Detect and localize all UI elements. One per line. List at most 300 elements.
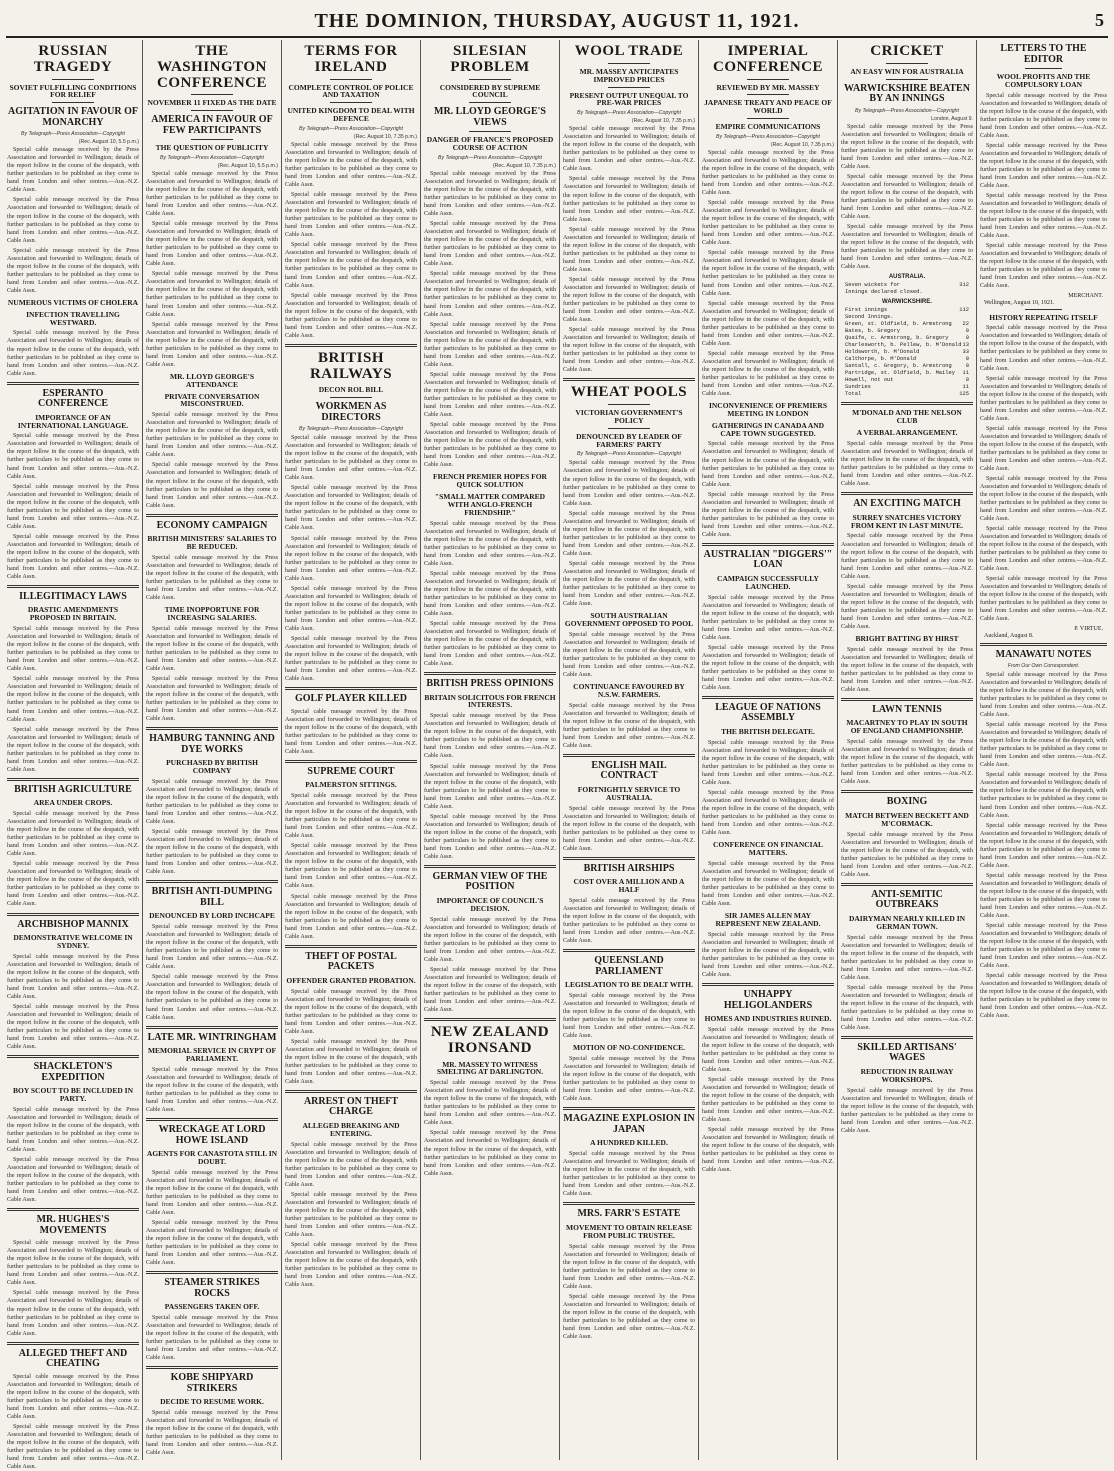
subheadline: AN EASY WIN FOR AUSTRALIA bbox=[850, 66, 964, 76]
subheadline: HOMES AND INDUSTRIES RUINED. bbox=[704, 1014, 832, 1024]
article-body: Special cable message received by the Press Association and forwarded to Wellington; details of the report follow in the course of the despatch, with further particulars to be published as they come to hand from London and other centres.—Aus.-N.Z. Cable Assn. bbox=[980, 92, 1107, 139]
article-body: Special cable message received by the Press Association and forwarded to Wellington; details of the report follow in the course of the despatch, with further particulars to be published as they come to hand from London and other centres.—Aus.-N.Z. Cable Assn. bbox=[424, 371, 556, 418]
article-body: Special cable message received by the Press Association and forwarded to Wellington; details of the report follow in the course of the despatch, with further particulars to be published as they come to hand from London and other centres.—Aus.-N.Z. Cable Assn. bbox=[702, 150, 834, 197]
byline: By Telegraph—Press Association—Copyright bbox=[855, 107, 959, 114]
rule bbox=[980, 643, 1107, 646]
headline: M'DONALD AND THE NELSON CLUB bbox=[852, 408, 962, 426]
article-body: Special cable message received by the Press Association and forwarded to Wellington; details of the report follow in the course of the despatch, with further particulars to be published as they come to hand from London and other centres.—Aus.-N.Z. Cable Assn. bbox=[7, 147, 139, 194]
headline: WOOL TRADE bbox=[574, 43, 684, 59]
rule bbox=[841, 1036, 973, 1039]
article-body: Special cable message received by the Press Association and forwarded to Wellington; details of the report follow in the course of the despatch, with further particulars to be published as they come to hand from London and other centres.—Aus.-N.Z. Cable Assn. bbox=[285, 585, 417, 632]
article-body: Special cable message received by the Press Association and forwarded to Wellington; details of the report follow in the course of the despatch, with further particulars to be published as they come to hand from London and other centres.—Aus.-N.Z. Cable Assn. bbox=[285, 485, 417, 532]
subheadline: PRESENT OUTPUT UNEQUAL TO PRE-WAR PRICES bbox=[569, 90, 689, 108]
headline: BOXING bbox=[886, 796, 928, 808]
article-body: Special cable message received by the Press Association and forwarded to Wellington; details of the report follow in the course of the despatch, with further particulars to be published as they come to hand from London and other centres.—Aus.-N.Z. Cable Assn. bbox=[7, 1240, 139, 1287]
subheadline: A VERBAL ARRANGEMENT. bbox=[856, 428, 958, 438]
rule bbox=[424, 1018, 556, 1021]
scorecard-row bbox=[845, 349, 969, 356]
article-body: Special cable message received by the Press Association and forwarded to Wellington; details of the report follow in the course of the despatch, with further particulars to be published as they come to hand from London and other centres.—Aus.-N.Z. Cable Assn. bbox=[841, 533, 973, 580]
article-body: Special cable message received by the Press Association and forwarded to Wellington; details of the report follow in the course of the despatch, with further particulars to be published as they come to hand from London and other centres.—Aus.-N.Z. Cable Assn. bbox=[285, 1141, 417, 1188]
scorecard-row bbox=[845, 282, 969, 289]
article-body: Special cable message received by the Press Association and forwarded to Wellington; details of the report follow in the course of the despatch, with further particulars to be published as they come to hand from London and other centres.—Aus.-N.Z. Cable Assn. bbox=[7, 953, 139, 1000]
article-body: Special cable message received by the Press Association and forwarded to Wellington; details of the report follow in the course of the despatch, with further particulars to be published as they come to hand from London and other centres.—Aus.-N.Z. Cable Assn. bbox=[7, 1423, 139, 1470]
article-body: Special cable message received by the Press Association and forwarded to Wellington; details of the report follow in the course of the despatch, with further particulars to be published as they come to hand from London and other centres.—Aus.-N.Z. Cable Assn. bbox=[146, 412, 278, 459]
column-6 bbox=[699, 40, 838, 1460]
rule bbox=[608, 428, 650, 429]
rule bbox=[841, 402, 973, 405]
article-body: Special cable message received by the Press Association and forwarded to Wellington; details of the report follow in the course of the despatch, with further particulars to be published as they come to hand from London and other centres.—Aus.-N.Z. Cable Assn. bbox=[7, 1373, 139, 1420]
headline: SILESIAN PROBLEM bbox=[450, 43, 530, 75]
article-body: Special cable message received by the Press Association and forwarded to Wellington; details of the report follow in the course of the despatch, with further particulars to be published as they come to hand from London and other centres.—Aus.-N.Z. Cable Assn. bbox=[146, 462, 278, 509]
article-body: Special cable message received by the Press Association and forwarded to Wellington; details of the report follow in the course of the despatch, with further particulars to be published as they come to hand from London and other centres.—Aus.-N.Z. Cable Assn. bbox=[563, 226, 695, 273]
subheadline: "SMALL MATTER COMPARED WITH ANGLO-FRENCH FRIENDSHIP." bbox=[434, 491, 546, 517]
scorecard-name: Charlesworth, b. Pellew, b. M'Donald bbox=[845, 342, 962, 349]
article-body: Special cable message received by the Press Association and forwarded to Wellington; details of the report follow in the course of the despatch, with further particulars to be published as they come to hand from London and other centres.—Aus.-N.Z. Cable Assn. bbox=[563, 1293, 695, 1341]
article-body: Special cable message received by the Press Association and forwarded to Wellington; details of the report follow in the course of the despatch, with further particulars to be published as they come to hand from London and other centres.—Aus.-N.Z. Cable Assn. bbox=[424, 620, 556, 668]
scorecard-name: Partridge, st. Oldfield, b. Mailey bbox=[845, 370, 955, 377]
rule bbox=[563, 1107, 695, 1110]
article-body: Special cable message received by the Press Association and forwarded to Wellington; details of the report follow in the course of the despatch, with further particulars to be published as they come to hand from London and other centres.—Aus.-N.Z. Cable Assn. bbox=[7, 1157, 139, 1204]
article-body: Special cable message received by the Press Association and forwarded to Wellington; details of the report follow in the course of the despatch, with further particulars to be published as they come to hand from London and other centres.—Aus.-N.Z. Cable Assn. bbox=[841, 173, 973, 220]
scorecard-row bbox=[845, 342, 969, 349]
byline: By Telegraph—Press Association—Copyright bbox=[299, 126, 403, 132]
article-body: Special cable message received by the Press Association and forwarded to Wellington; details of the report follow in the course of the despatch, with further particulars to be published as they come to hand from London and other centres.—Aus.-N.Z. Cable Assn. bbox=[146, 974, 278, 1021]
subheadline: PASSENGERS TAKEN OFF. bbox=[164, 1302, 260, 1312]
headline: NEW ZEALAND IRONSAND bbox=[430, 1024, 550, 1056]
article-body: Special cable message received by the Press Association and forwarded to Wellington; details of the report follow in the course of the despatch, with further particulars to be published as they come to hand from London and other centres.—Aus.-N.Z. Cable Assn. bbox=[285, 893, 417, 940]
rule bbox=[146, 514, 278, 517]
rule bbox=[7, 1208, 139, 1211]
dateline: (Rec. August 10, 7.35 p.m.) bbox=[770, 142, 834, 148]
subheadline: FORTNIGHTLY SERVICE TO AUSTRALIA. bbox=[577, 784, 681, 802]
subheadline: GATHERINGS IN CANADA AND CAPE TOWN SUGGESTED. bbox=[711, 420, 825, 438]
headline: ILLEGITIMACY LAWS bbox=[19, 590, 127, 602]
rule bbox=[702, 696, 834, 699]
article-body: Special cable message received by the Press Association and forwarded to Wellington; details of the report follow in the course of the despatch, with further particulars to be published as they come to hand from London and other centres.—Aus.-N.Z. Cable Assn. bbox=[702, 300, 834, 347]
article-body: Special cable message received by the Press Association and forwarded to Wellington; details of the report follow in the course of the despatch, with further particulars to be published as they come to hand from London and other centres.—Aus.-N.Z. Cable Assn. bbox=[7, 533, 139, 580]
headline: AUSTRALIAN "DIGGERS'" LOAN bbox=[703, 548, 833, 571]
rule bbox=[702, 983, 834, 986]
article-body: Special cable message received by the Press Association and forwarded to Wellington; details of the report follow in the course of the despatch, with further particulars to be published as they come to hand from London and other centres.—Aus.-N.Z. Cable Assn. bbox=[563, 510, 695, 557]
article-body: Special cable message received by the Press Association and forwarded to Wellington; details of the report follow in the course of the despatch, with further particulars to be published as they come to hand from London and other centres.—Aus.-N.Z. Cable Assn. bbox=[7, 861, 139, 908]
subheadline: IMPORTANCE OF COUNCIL'S DECISION. bbox=[436, 895, 544, 913]
article-body: Special cable message received by the Press Association and forwarded to Wellington; details of the report follow in the course of the despatch, with further particulars to be published as they come to hand from London and other centres.—Aus.-N.Z. Cable Assn. bbox=[702, 739, 834, 786]
scorecard-row bbox=[845, 363, 969, 370]
article-body: Special cable message received by the Press Association and forwarded to Wellington; details of the report follow in the course of the despatch, with further particulars to be published as they come to hand from London and other centres.—Aus.-N.Z. Cable Assn. bbox=[702, 491, 834, 538]
article-body: Special cable message received by the Press Association and forwarded to Wellington; details of the report follow in the course of the despatch, with further particulars to be published as they come to hand from London and other centres.—Aus.-N.Z. Cable Assn. bbox=[980, 872, 1107, 919]
headline: ARCHBISHOP MANNIX bbox=[17, 918, 129, 930]
rule bbox=[7, 1342, 139, 1345]
byline: By Telegraph—Press Association—Copyright bbox=[716, 134, 820, 140]
article-body: Special cable message received by the Press Association and forwarded to Wellington; details of the report follow in the course of the despatch, with further particulars to be published as they come to hand from London and other centres.—Aus.-N.Z. Cable Assn. bbox=[424, 966, 556, 1013]
subheadline: COST OVER A MILLION AND A HALF bbox=[573, 877, 685, 895]
article-body: Special cable message received by the Press Association and forwarded to Wellington; details of the report follow in the course of the despatch, with further particulars to be published as they come to hand from London and other centres.—Aus.-N.Z. Cable Assn. bbox=[285, 142, 417, 189]
subheadline: MR. MASSEY TO WITNESS SMELTING AT DARLINGTON. bbox=[436, 1059, 544, 1077]
rule bbox=[7, 913, 139, 916]
headline: BRITISH PRESS OPINIONS bbox=[426, 678, 554, 690]
rule bbox=[841, 492, 973, 495]
article-body: Special cable message received by the Press Association and forwarded to Wellington; details of the report follow in the course of the despatch, with further particulars to be published as they come to hand from London and other centres.—Aus.-N.Z. Cable Assn. bbox=[980, 526, 1107, 573]
subheadline: BOY SCOUT TO BE INCLUDED IN PARTY. bbox=[13, 1086, 133, 1103]
column-1 bbox=[4, 40, 143, 1470]
article-body: Special cable message received by the Press Association and forwarded to Wellington; details of the report follow in the course of the despatch, with further particulars to be published as they come to hand from London and other centres.—Aus.-N.Z. Cable Assn. bbox=[424, 171, 556, 218]
article-body: Special cable message received by the Press Association and forwarded to Wellington; details of the report follow in the course of the despatch, with further particulars to be published as they come to hand from London and other centres.—Aus.-N.Z. Cable Assn. bbox=[146, 1410, 278, 1457]
column-5 bbox=[560, 40, 699, 1460]
headline: SUPREME COURT bbox=[307, 765, 395, 777]
rule bbox=[702, 543, 834, 546]
article-body: Special cable message received by the Press Association and forwarded to Wellington; details of the report follow in the course of the despatch, with further particulars to be published as they come to hand from London and other centres.—Aus.-N.Z. Cable Assn. bbox=[146, 554, 278, 602]
article-body: Special cable message received by the Press Association and forwarded to Wellington; details of the report follow in the course of the despatch, with further particulars to be published as they come to hand from London and other centres.—Aus.-N.Z. Cable Assn. bbox=[980, 576, 1107, 623]
article-body: Special cable message received by the Press Association and forwarded to Wellington; details of the report follow in the course of the despatch, with further particulars to be published as they come to hand from London and other centres.—Aus.-N.Z. Cable Assn. bbox=[980, 142, 1107, 190]
scorecard-name: Second Innings. bbox=[845, 314, 894, 321]
article-body: Special cable message received by the Press Association and forwarded to Wellington; details of the report follow in the course of the despatch, with further particulars to be published as they come to hand from London and other centres.—Aus.-N.Z. Cable Assn. bbox=[285, 435, 417, 482]
subheadline: AREA UNDER CROPS. bbox=[33, 798, 113, 808]
article-body: Special cable message received by the Press Association and forwarded to Wellington; details of the report follow in the course of the despatch, with further particulars to be published as they come to hand from London and other centres.—Aus.-N.Z. Cable Assn. bbox=[7, 811, 139, 858]
letter-signature: P. VIRTUE. bbox=[1074, 625, 1103, 632]
dateline: (Rec. August 10, 7.35 p.m.) bbox=[492, 163, 556, 169]
rule bbox=[608, 87, 650, 88]
article-body: Special cable message received by the Press Association and forwarded to Wellington; details of the report follow in the course of the despatch, with further particulars to be published as they come to hand from London and other centres.—Aus.-N.Z. Cable Assn. bbox=[424, 520, 556, 567]
rule bbox=[146, 1271, 278, 1274]
headline: WRECKAGE AT LORD HOWE ISLAND bbox=[158, 1124, 266, 1146]
headline: QUEENSLAND PARLIAMENT bbox=[594, 955, 664, 977]
article-body: Special cable message received by the Press Association and forwarded to Wellington; details of the report follow in the course of the despatch, with further particulars to be published as they come to hand from London and other centres.—Aus.-N.Z. Cable Assn. bbox=[563, 1056, 695, 1103]
article-body: Special cable message received by the Press Association and forwarded to Wellington; details of the report follow in the course of the despatch, with further particulars to be published as they come to hand from London and other centres.—Aus.-N.Z. Cable Assn. bbox=[146, 221, 278, 268]
article-body: Special cable message received by the Press Association and forwarded to Wellington; details of the report follow in the course of the despatch, with further particulars to be published as they come to hand from London and other centres.—Aus.-N.Z. Cable Assn. bbox=[146, 1066, 278, 1113]
headline: MRS. FARR'S ESTATE bbox=[577, 1208, 681, 1220]
byline: By Telegraph—Press Association—Copyright bbox=[577, 451, 681, 458]
subheadline: DEMONSTRATIVE WELCOME IN SYDNEY. bbox=[13, 933, 133, 950]
scorecard-name: Total bbox=[845, 391, 862, 398]
headline: BRITISH AIRSHIPS bbox=[583, 862, 675, 874]
article-body: Special cable message received by the Press Association and forwarded to Wellington; details of the report follow in the course of the despatch, with further particulars to be published as they come to hand from London and other centres.—Aus.-N.Z. Cable Assn. bbox=[841, 1087, 973, 1134]
scorecard-name: Green, st. Oldfield, b. Armstrong bbox=[845, 321, 952, 328]
article-body: Special cable message received by the Press Association and forwarded to Wellington; details of the report follow in the course of the despatch, with further particulars to be published as they come to hand from London and other centres.—Aus.-N.Z. Cable Assn. bbox=[702, 441, 834, 488]
scorecard-score: 112 bbox=[959, 307, 969, 314]
article-body: Special cable message received by the Press Association and forwarded to Wellington; details of the report follow in the course of the despatch, with further particulars to be published as they come to hand from London and other centres.—Aus.-N.Z. Cable Assn. bbox=[285, 635, 417, 683]
headline: KOBE SHIPYARD STRIKERS bbox=[170, 1372, 254, 1394]
scorecard-name: Howell, not out bbox=[845, 377, 894, 384]
subheadline: DENOUNCED BY LORD INCHCAPE bbox=[149, 911, 275, 921]
rule bbox=[285, 687, 417, 690]
headline: ARREST ON THEFT CHARGE bbox=[303, 1095, 399, 1118]
subheadline: VICTORIAN GOVERNMENT'S POLICY bbox=[575, 407, 683, 425]
article-body: Special cable message received by the Press Association and forwarded to Wellington; details of the report follow in the course of the despatch, with further particulars to be published as they come to hand from London and other centres.—Aus.-N.Z. Cable Assn. bbox=[563, 1243, 695, 1290]
rule bbox=[469, 131, 511, 132]
dateline: London, August 9. bbox=[931, 115, 973, 122]
rule bbox=[841, 790, 973, 793]
article-body: Special cable message received by the Press Association and forwarded to Wellington; details of the report follow in the course of the despatch, with further particulars to be published as they come to hand from London and other centres.—Aus.-N.Z. Cable Assn. bbox=[702, 931, 834, 979]
subheadline: THE BRITISH DELEGATE. bbox=[721, 726, 815, 736]
article-body: Special cable message received by the Press Association and forwarded to Wellington; details of the report follow in the course of the despatch, with further particulars to be published as they come to hand from London and other centres.—Aus.-N.Z. Cable Assn. bbox=[980, 375, 1107, 422]
headline: UNHAPPY HELIGOLANDERS bbox=[723, 989, 813, 1011]
scorecard-row bbox=[845, 321, 969, 328]
article-body: Special cable message received by the Press Association and forwarded to Wellington; details of the report follow in the course of the despatch, with further particulars to be published as they come to hand from London and other centres.—Aus.-N.Z. Cable Assn. bbox=[980, 425, 1107, 472]
rule bbox=[285, 1090, 417, 1093]
rule bbox=[146, 1026, 278, 1029]
article-body: Special cable message received by the Press Association and forwarded to Wellington; details of the report follow in the course of the despatch, with further particulars to be published as they come to hand from London and other centres.—Aus.-N.Z. Cable Assn. bbox=[702, 1127, 834, 1174]
scorecard-score: 125 bbox=[959, 391, 969, 398]
rule bbox=[191, 94, 233, 95]
subheadline: EMPIRE COMMUNICATIONS bbox=[715, 122, 821, 132]
headline: MR. LLOYD GEORGE'S ATTENDANCE bbox=[170, 371, 254, 389]
article-body: Special cable message received by the Press Association and forwarded to Wellington; details of the report follow in the course of the despatch, with further particulars to be published as they come to hand from London and other centres.—Aus.-N.Z. Cable Assn. bbox=[7, 330, 139, 377]
headline: ENGLISH MAIL CONTRACT bbox=[591, 759, 667, 782]
headline: HISTORY REPEATING ITSELF bbox=[989, 312, 1098, 322]
subheadline: AMERICA IN FAVOUR OF FEW PARTICIPANTS bbox=[151, 114, 273, 136]
scorecard-row bbox=[845, 384, 969, 391]
rule bbox=[191, 139, 233, 140]
article-body: Special cable message received by the Press Association and forwarded to Wellington; details of the report follow in the course of the despatch, with further particulars to be published as they come to hand from London and other centres.—Aus.-N.Z. Cable Assn. bbox=[7, 1003, 139, 1051]
article-body: Special cable message received by the Press Association and forwarded to Wellington; details of the report follow in the course of the despatch, with further particulars to be published as they come to hand from London and other centres.—Aus.-N.Z. Cable Assn. bbox=[285, 1242, 417, 1289]
subheadline: THE QUESTION OF PUBLICITY bbox=[155, 143, 269, 153]
rule bbox=[424, 865, 556, 868]
subheadline: DECIDE TO RESUME WORK. bbox=[160, 1397, 264, 1407]
headline: HAMBURG TANNING AND DYE WORKS bbox=[149, 733, 275, 755]
rule bbox=[330, 79, 372, 80]
scorecard-score: 0 bbox=[965, 363, 969, 370]
article-body: Special cable message received by the Press Association and forwarded to Wellington; details of the report follow in the course of the despatch, with further particulars to be published as they come to hand from London and other centres.—Aus.-N.Z. Cable Assn. bbox=[841, 441, 973, 488]
article-body: Special cable message received by the Press Association and forwarded to Wellington; details of the report follow in the course of the despatch, with further particulars to be published as they come to hand from London and other centres.—Aus.-N.Z. Cable Assn. bbox=[146, 829, 278, 876]
article-body: Special cable message received by the Press Association and forwarded to Wellington; details of the report follow in the course of the despatch, with further particulars to be published as they come to hand from London and other centres.—Aus.-N.Z. Cable Assn. bbox=[563, 327, 695, 374]
headline: TERMS FOR IRELAND bbox=[304, 43, 398, 75]
article-body: Special cable message received by the Press Association and forwarded to Wellington; details of the report follow in the course of the despatch, with further particulars to be published as they come to hand from London and other centres.—Aus.-N.Z. Cable Assn. bbox=[285, 535, 417, 582]
article-body: Special cable message received by the Press Association and forwarded to Wellington; details of the report follow in the course of the despatch, with further particulars to be published as they come to hand from London and other centres.—Aus.-N.Z. Cable Assn. bbox=[563, 805, 695, 852]
rule bbox=[146, 1366, 278, 1369]
column-4 bbox=[421, 40, 560, 1460]
headline: SHACKLETON'S EXPEDITION bbox=[33, 1061, 113, 1083]
rule bbox=[469, 79, 511, 80]
article-body: Special cable message received by the Press Association and forwarded to Wellington; details of the report follow in the course of the despatch, with further particulars to be published as they come to hand from London and other centres.—Aus.-N.Z. Cable Assn. bbox=[285, 1038, 417, 1085]
article-body: Special cable message received by the Press Association and forwarded to Wellington; details of the report follow in the course of the despatch, with further particulars to be published as they come to hand from London and other centres.—Aus.-N.Z. Cable Assn. bbox=[424, 570, 556, 617]
scorecard-row bbox=[845, 335, 969, 342]
article-body: Special cable message received by the Press Association and forwarded to Wellington; details of the report follow in the course of the despatch, with further particulars to be published as they come to hand from London and other centres.—Aus.-N.Z. Cable Assn. bbox=[702, 350, 834, 397]
scorecard-score: 0 bbox=[965, 377, 969, 384]
subheadline: PRIVATE CONVERSATION MISCONSTRUED. bbox=[164, 391, 260, 409]
subheadline: ALLEGED BREAKING AND ENTERING. bbox=[302, 1120, 400, 1138]
subheadline: SIR JAMES ALLEN MAY REPRESENT NEW ZEALAND. bbox=[715, 911, 821, 928]
article-body: Special cable message received by the Press Association and forwarded to Wellington; details of the report follow in the course of the despatch, with further particulars to be published as they come to hand from London and other centres.—Aus.-N.Z. Cable Assn. bbox=[424, 321, 556, 368]
article-body: Special cable message received by the Press Association and forwarded to Wellington; details of the report follow in the course of the despatch, with further particulars to be published as they come to hand from London and other centres.—Aus.-N.Z. Cable Assn. bbox=[841, 646, 973, 693]
column-2 bbox=[143, 40, 282, 1460]
rule bbox=[146, 1118, 278, 1121]
headline: GOLF PLAYER KILLED bbox=[294, 693, 408, 705]
article-body: Special cable message received by the Press Association and forwarded to Wellington; details of the report follow in the course of the despatch, with further particulars to be published as they come to hand from London and other centres.—Aus.-N.Z. Cable Assn. bbox=[841, 123, 973, 170]
article-body: Special cable message received by the Press Association and forwarded to Wellington; details of the report follow in the course of the despatch, with further particulars to be published as they come to hand from London and other centres.—Aus.-N.Z. Cable Assn. bbox=[980, 193, 1107, 240]
article-body: Special cable message received by the Press Association and forwarded to Wellington; details of the report follow in the course of the despatch, with further particulars to be published as they come to hand from London and other centres.—Aus.-N.Z. Cable Assn. bbox=[285, 1191, 417, 1239]
article-body: Special cable message received by the Press Association and forwarded to Wellington; details of the report follow in the course of the despatch, with further particulars to be published as they come to hand from London and other centres.—Aus.-N.Z. Cable Assn. bbox=[563, 898, 695, 945]
article-body: Special cable message received by the Press Association and forwarded to Wellington; details of the report follow in the course of the despatch, with further particulars to be published as they come to hand from London and other centres.—Aus.-N.Z. Cable Assn. bbox=[841, 739, 973, 786]
subheadline: UNITED KINGDOM TO DEAL WITH DEFENCE bbox=[287, 106, 415, 124]
rule bbox=[1025, 68, 1062, 69]
subheadline: CONFERENCE ON FINANCIAL MATTERS. bbox=[712, 840, 823, 858]
headline: LAWN TENNIS bbox=[872, 703, 942, 715]
subheadline: CONSIDERED BY SUPREME COUNCIL bbox=[439, 82, 541, 100]
headline: MR. HUGHES'S MOVEMENTS bbox=[36, 1214, 110, 1236]
dateline: (Rec. August 10, 7.35 p.m.) bbox=[631, 118, 695, 125]
column-7 bbox=[838, 40, 977, 1460]
headline: ANTI-SEMITIC OUTBREAKS bbox=[871, 888, 943, 911]
scorecard-score: 13 bbox=[962, 342, 969, 349]
dateline: (Rec. August 10, 5.5 p.m.) bbox=[78, 139, 139, 146]
scorecard-table bbox=[845, 282, 969, 296]
article-body: Special cable message received by the Press Association and forwarded to Wellington; details of the report follow in the course of the despatch, with further particulars to be published as they come to hand from London and other centres.—Aus.-N.Z. Cable Assn. bbox=[980, 243, 1107, 290]
subheadline: BRITISH MINISTERS' SALARIES TO BE REDUCED. bbox=[147, 534, 277, 551]
article-body: Special cable message received by the Press Association and forwarded to Wellington; details of the report follow in the course of the despatch, with further particulars to be published as they come to hand from London and other centres.—Aus.-N.Z. Cable Assn. bbox=[146, 171, 278, 218]
subheadline: PALMERSTON SITTINGS. bbox=[305, 780, 397, 790]
headline: NUMEROUS VICTIMS OF CHOLERA bbox=[7, 297, 139, 307]
scorecard-table bbox=[845, 307, 969, 398]
article-body: Special cable message received by the Press Association and forwarded to Wellington; details of the report follow in the course of the despatch, with further particulars to be published as they come to hand from London and other centres.—Aus.-N.Z. Cable Assn. bbox=[980, 922, 1107, 970]
rule bbox=[841, 883, 973, 886]
subheadline: MEMORIAL SERVICE IN CRYPT OF PARLIAMENT. bbox=[147, 1046, 277, 1063]
subheadline: DRASTIC AMENDMENTS PROPOSED IN BRITAIN. bbox=[27, 605, 119, 623]
scorecard-caption: WARWICKSHIRE. bbox=[882, 299, 932, 306]
subheadline: COMPLETE CONTROL OF POLICE AND TAXATION bbox=[288, 82, 414, 100]
rule bbox=[285, 344, 417, 347]
headline: AN EXCITING MATCH bbox=[853, 498, 961, 510]
scorecard-score: 0 bbox=[965, 335, 969, 342]
article-body: Special cable message received by the Press Association and forwarded to Wellington; details of the report follow in the course of the despatch, with further particulars to be published as they come to hand from London and other centres.—Aus.-N.Z. Cable Assn. bbox=[702, 790, 834, 837]
scorecard-row bbox=[845, 314, 969, 321]
scorecard-row bbox=[845, 356, 969, 363]
subheadline: A HUNDRED KILLED. bbox=[590, 1138, 668, 1148]
byline: From Our Own Correspondent. bbox=[1007, 663, 1080, 669]
article-body: Special cable message received by the Press Association and forwarded to Wellington; details of the report follow in the course of the despatch, with further particulars to be published as they come to hand from London and other centres.—Aus.-N.Z. Cable Assn. bbox=[146, 271, 278, 318]
subheadline: BRIGHT BATTING BY HIRST bbox=[855, 633, 959, 643]
rule bbox=[7, 382, 139, 385]
scorecard-name: Santall, c. Gregory, b. Armstrong bbox=[845, 363, 952, 370]
headline: LATE MR. WINTRINGHAM bbox=[147, 1031, 277, 1043]
rule bbox=[747, 94, 789, 95]
subheadline: MACARTNEY TO PLAY IN SOUTH OF ENGLAND CHAMPIONSHIP. bbox=[846, 718, 968, 736]
rule bbox=[52, 79, 94, 80]
column-3 bbox=[282, 40, 421, 1460]
article-body: Special cable message received by the Press Association and forwarded to Wellington; details of the report follow in the course of the despatch, with further particulars to be published as they come to hand from London and other centres.—Aus.-N.Z. Cable Assn. bbox=[424, 1130, 556, 1177]
scorecard-score: 312 bbox=[959, 282, 969, 289]
article-body: Special cable message received by the Press Association and forwarded to Wellington; details of the report follow in the course of the despatch, with further particulars to be published as they come to hand from London and other centres.—Aus.-N.Z. Cable Assn. bbox=[424, 271, 556, 318]
article-body: Special cable message received by the Press Association and forwarded to Wellington; details of the report follow in the course of the despatch, with further particulars to be published as they come to hand from London and other centres.—Aus.-N.Z. Cable Assn. bbox=[285, 708, 417, 755]
headline: IMPERIAL CONFERENCE bbox=[712, 43, 823, 75]
article-body: Special cable message received by the Press Association and forwarded to Wellington; details of the report follow in the course of the despatch, with further particulars to be published as they come to hand from London and other centres.—Aus.-N.Z. Cable Assn. bbox=[563, 702, 695, 749]
article-body: Special cable message received by the Press Association and forwarded to Wellington; details of the report follow in the course of the despatch, with further particulars to be published as they come to hand from London and other centres.—Aus.-N.Z. Cable Assn. bbox=[285, 192, 417, 239]
article-body: Special cable message received by the Press Association and forwarded to Wellington; details of the report follow in the course of the despatch, with further particulars to be published as they come to hand from London and other centres.—Aus.-N.Z. Cable Assn. bbox=[980, 973, 1107, 1020]
article-body: Special cable message received by the Press Association and forwarded to Wellington; details of the report follow in the course of the despatch, with further particulars to be published as they come to hand from London and other centres.—Aus.-N.Z. Cable Assn. bbox=[841, 224, 973, 271]
article-body: Special cable message received by the Press Association and forwarded to Wellington; details of the report follow in the course of the despatch, with further particulars to be published as they come to hand from London and other centres.—Aus.-N.Z. Cable Assn. bbox=[841, 831, 973, 878]
article-body: Special cable message received by the Press Association and forwarded to Wellington; details of the report follow in the course of the despatch, with further particulars to be published as they come to hand from London and other centres.—Aus.-N.Z. Cable Assn. bbox=[563, 176, 695, 223]
subheadline: BRITAIN SOLICITOUS FOR FRENCH INTERESTS. bbox=[424, 692, 556, 710]
subheadline: TIME INOPPORTUNE FOR INCREASING SALARIES. bbox=[164, 605, 260, 622]
article-body: Special cable message received by the Press Association and forwarded to Wellington; details of the report follow in the course of the despatch, with further particulars to be published as they come to hand from London and other centres.—Aus.-N.Z. Cable Assn. bbox=[424, 763, 556, 810]
subheadline: WOOL PROFITS AND THE COMPULSORY LOAN bbox=[996, 72, 1091, 89]
subheadline: INFECTION TRAVELLING WESTWARD. bbox=[26, 309, 120, 327]
article-body: Special cable message received by the Press Association and forwarded to Wellington; details of the report follow in the course of the despatch, with further particulars to be published as they come to hand from London and other centres.—Aus.-N.Z. Cable Assn. bbox=[285, 843, 417, 890]
rule bbox=[469, 102, 511, 103]
headline: BRITISH RAILWAYS bbox=[309, 349, 393, 382]
article-body: Special cable message received by the Press Association and forwarded to Wellington; details of the report follow in the course of the despatch, with further particulars to be published as they come to hand from London and other centres.—Aus.-N.Z. Cable Assn. bbox=[146, 1169, 278, 1216]
headline: ECONOMY CAMPAIGN bbox=[156, 519, 268, 531]
rule bbox=[1025, 309, 1062, 310]
article-body: Special cable message received by the Press Association and forwarded to Wellington; details of the report follow in the course of the despatch, with further particulars to be published as they come to hand from London and other centres.—Aus.-N.Z. Cable Assn. bbox=[563, 126, 695, 173]
article-body: Special cable message received by the Press Association and forwarded to Wellington; details of the report follow in the course of the despatch, with further particulars to be published as they come to hand from London and other centres.—Aus.-N.Z. Cable Assn. bbox=[146, 321, 278, 368]
article-body: Special cable message received by the Press Association and forwarded to Wellington; details of the report follow in the course of the despatch, with further particulars to be published as they come to hand from London and other centres.—Aus.-N.Z. Cable Assn. bbox=[146, 778, 278, 826]
byline: By Telegraph—Press Association—Copyright bbox=[299, 426, 403, 433]
rule bbox=[563, 378, 695, 381]
headline: BRITISH AGRICULTURE bbox=[14, 783, 132, 795]
subheadline: SOVIET FULFILLING CONDITIONS FOR RELIEF bbox=[9, 82, 137, 100]
article-body: Special cable message received by the Press Association and forwarded to Wellington; details of the report follow in the course of the despatch, with further particulars to be published as they come to hand from London and other centres.—Aus.-N.Z. Cable Assn. bbox=[980, 772, 1107, 819]
rule bbox=[7, 585, 139, 588]
scorecard-score: 33 bbox=[962, 349, 969, 356]
scorecard-score: 0 bbox=[965, 328, 969, 335]
scorecard-score: 22 bbox=[962, 321, 969, 328]
headline: FRENCH PREMIER HOPES FOR QUICK SOLUTION bbox=[433, 472, 547, 489]
headline: THEFT OF POSTAL PACKETS bbox=[305, 950, 397, 973]
headline: LETTERS TO THE EDITOR bbox=[1000, 43, 1087, 65]
article-body: Special cable message received by the Press Association and forwarded to Wellington; details of the report follow in the course of the despatch, with further particulars to be published as they come to hand from London and other centres.—Aus.-N.Z. Cable Assn. bbox=[7, 247, 139, 294]
article-body: Special cable message received by the Press Association and forwarded to Wellington; details of the report follow in the course of the despatch, with further particulars to be published as they come to hand from London and other centres.—Aus.-N.Z. Cable Assn. bbox=[702, 1026, 834, 1074]
subheadline: PURCHASED BY BRITISH COMPANY bbox=[166, 758, 258, 776]
rule bbox=[146, 880, 278, 883]
headline: MANAWATU NOTES bbox=[995, 648, 1092, 660]
rule bbox=[608, 404, 650, 405]
subheadline: SURREY SNATCHES VICTORY FROM KENT IN LAST MINUTE. bbox=[850, 512, 964, 530]
article-body: Special cable message received by the Press Association and forwarded to Wellington; details of the report follow in the course of the despatch, with further particulars to be published as they come to hand from London and other centres.—Aus.-N.Z. Cable Assn. bbox=[563, 460, 695, 507]
rule bbox=[7, 1055, 139, 1058]
scorecard-score: 11 bbox=[962, 384, 969, 391]
article-body: Special cable message received by the Press Association and forwarded to Wellington; details of the report follow in the course of the despatch, with further particulars to be published as they come to hand from London and other centres.—Aus.-N.Z. Cable Assn. bbox=[841, 934, 973, 981]
headline: GERMAN VIEW OF THE POSITION bbox=[432, 870, 548, 893]
headline: THE WASHINGTON CONFERENCE bbox=[156, 43, 267, 91]
subheadline: MOVEMENT TO OBTAIN RELEASE FROM PUBLIC TRUSTEE. bbox=[566, 1222, 692, 1240]
article-body: Special cable message received by the Press Association and forwarded to Wellington; details of the report follow in the course of the despatch, with further particulars to be published as they come to hand from London and other centres.—Aus.-N.Z. Cable Assn. bbox=[980, 672, 1107, 719]
byline: By Telegraph—Press Association—Copyright bbox=[577, 110, 681, 117]
article-body: Special cable message received by the Press Association and forwarded to Wellington; details of the report follow in the course of the despatch, with further particulars to be published as they come to hand from London and other centres.—Aus.-N.Z. Cable Assn. bbox=[146, 1219, 278, 1267]
article-body: Special cable message received by the Press Association and forwarded to Wellington; details of the report follow in the course of the despatch, with further particulars to be published as they come to hand from London and other centres.—Aus.-N.Z. Cable Assn. bbox=[841, 583, 973, 630]
article-body: Special cable message received by the Press Association and forwarded to Wellington; details of the report follow in the course of the despatch, with further particulars to be published as they come to hand from London and other centres.—Aus.-N.Z. Cable Assn. bbox=[424, 813, 556, 860]
scorecard-name: Seven wickets for bbox=[845, 282, 900, 289]
article-body: Special cable message received by the Press Association and forwarded to Wellington; details of the report follow in the course of the despatch, with further particulars to be published as they come to hand from London and other centres.—Aus.-N.Z. Cable Assn. bbox=[563, 1151, 695, 1198]
article-body: Special cable message received by the Press Association and forwarded to Wellington; details of the report follow in the course of the despatch, with further particulars to be published as they come to hand from London and other centres.—Aus.-N.Z. Cable Assn. bbox=[424, 221, 556, 268]
article-body: Special cable message received by the Press Association and forwarded to Wellington; details of the report follow in the course of the despatch, with further particulars to be published as they come to hand from London and other centres.—Aus.-N.Z. Cable Assn. bbox=[424, 421, 556, 469]
subheadline: AGITATION IN FAVOUR OF MONARCHY bbox=[8, 106, 138, 128]
subheadline: IMPORTANCE OF AN INTERNATIONAL LANGUAGE. bbox=[17, 412, 129, 430]
subheadline: REDUCTION IN RAILWAY WORKSHOPS. bbox=[860, 1066, 954, 1084]
article-body: Special cable message received by the Press Association and forwarded to Wellington; details of the report follow in the course of the despatch, with further particulars to be published as they come to hand from London and other centres.—Aus.-N.Z. Cable Assn. bbox=[702, 594, 834, 641]
scorecard-row bbox=[845, 391, 969, 398]
article-body: Special cable message received by the Press Association and forwarded to Wellington; details of the report follow in the course of the despatch, with further particulars to be published as they come to hand from London and other centres.—Aus.-N.Z. Cable Assn. bbox=[285, 292, 417, 339]
rule bbox=[330, 397, 372, 398]
rule bbox=[747, 79, 789, 80]
subheadline: MR. MASSEY ANTICIPATES IMPROVED PRICES bbox=[579, 66, 679, 84]
scorecard-name: Quaife, c. Armstrong, b. Gregory bbox=[845, 335, 949, 342]
scorecard-name: Calthorpe, b. M'Donald bbox=[845, 356, 917, 363]
rule bbox=[330, 102, 372, 103]
headline: SKILLED ARTISANS' WAGES bbox=[857, 1041, 957, 1064]
rule bbox=[563, 1202, 695, 1205]
subheadline: DECON ROL BILL bbox=[318, 385, 384, 395]
subheadline: DENOUNCED BY LEADER OF FARMERS' PARTY bbox=[576, 431, 682, 449]
subheadline: LEGISLATION TO BE DEALT WITH. bbox=[564, 980, 694, 990]
rule bbox=[886, 63, 928, 64]
article-body: Special cable message received by the Press Association and forwarded to Wellington; details of the report follow in the course of the despatch, with further particulars to be published as they come to hand from London and other centres.—Aus.-N.Z. Cable Assn. bbox=[841, 984, 973, 1031]
article-body: Special cable message received by the Press Association and forwarded to Wellington; details of the report follow in the course of the despatch, with further particulars to be published as they come to hand from London and other centres.—Aus.-N.Z. Cable Assn. bbox=[563, 631, 695, 678]
rule bbox=[563, 949, 695, 952]
article-body: Special cable message received by the Press Association and forwarded to Wellington; details of the report follow in the course of the despatch, with further particulars to be published as they come to hand from London and other centres.—Aus.-N.Z. Cable Assn. bbox=[702, 860, 834, 908]
scorecard-score: 11 bbox=[962, 370, 969, 377]
article-body: Special cable message received by the Press Association and forwarded to Wellington; details of the report follow in the course of the despatch, with further particulars to be published as they come to hand from London and other centres.—Aus.-N.Z. Cable Assn. bbox=[702, 200, 834, 247]
article-body: Special cable message received by the Press Association and forwarded to Wellington; details of the report follow in the course of the despatch, with further particulars to be published as they come to hand from London and other centres.—Aus.-N.Z. Cable Assn. bbox=[7, 626, 139, 673]
